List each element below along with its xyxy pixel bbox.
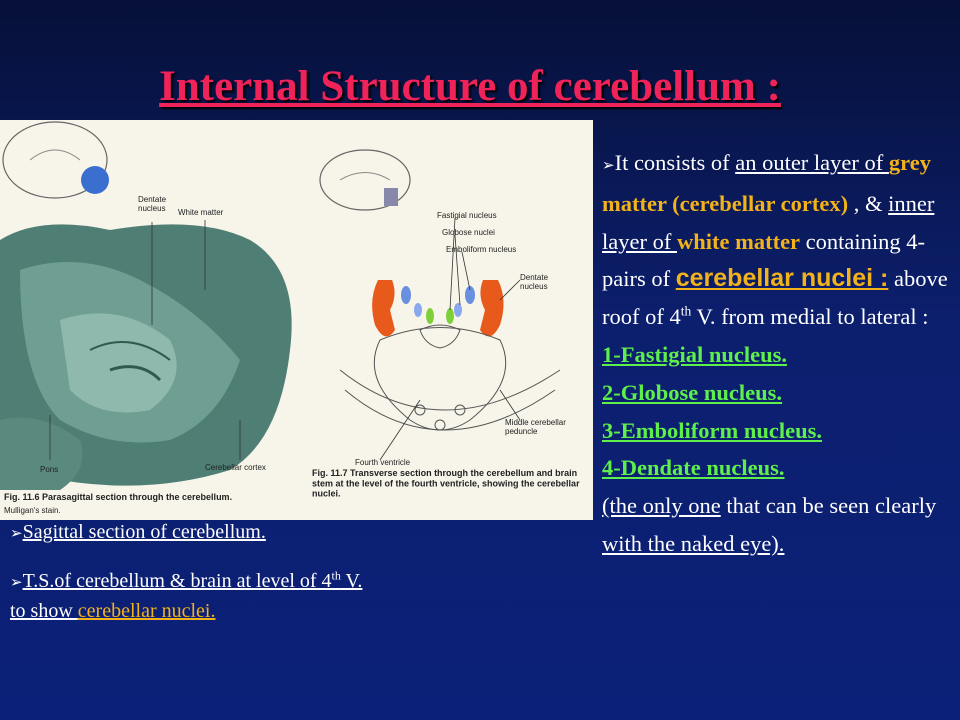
note-middle: that can be seen clearly [720,493,937,519]
arrowhead-bullet-icon: ➢ [10,573,23,591]
note-naked-eye: with the naked eye). [602,530,785,556]
caption-item-1 [10,518,480,548]
cerebellum-figure [0,120,593,520]
svg-text-line: Dentate [520,273,549,282]
transverse-section-image [320,150,560,460]
svg-text-line: stem at the level of the fourth ventricle, showing the cerebellar [312,478,580,489]
caption-ts-part-c: to show [10,600,78,622]
caption-ts-part-b: V. [340,570,363,592]
svg-text-line: nuclei. [312,488,341,499]
label-emboliform-nucleus: Emboliform nucleus [446,245,517,254]
svg-text-line: nucleus [138,204,166,214]
desc-outer-layer: an outer layer of [735,150,889,175]
label-globose-nuclei: Globose nuclei [442,228,495,237]
label-dentate-nucleus [138,195,167,213]
desc-part-j: V. from medial to lateral : [691,304,929,330]
desc-inner-layer: inner layer of [602,190,935,254]
desc-part-a: It consists of [614,150,736,175]
caption-ts-text [23,570,363,592]
desc-part-i: above roof of 4 [602,266,948,330]
label-white-matter: White matter [178,208,224,217]
desc-white-matter: white matter [676,228,801,254]
svg-text-line: Middle cerebellar [505,418,566,427]
label-fourth-ventricle: Fourth ventricle [355,458,411,467]
figure-caption-left-sub: Mulligan's stain. [4,506,61,515]
caption-item-2 [10,567,480,626]
svg-text-line: Dentate [138,195,167,204]
label-pons: Pons [40,465,59,474]
label-cerebellar-cortex: Cerebellar cortex [205,463,266,472]
svg-text-line: peduncle [505,427,538,437]
parasagittal-section-image [0,122,292,490]
note-only-one: (the only one [602,493,721,519]
figure-caption-left: Fig. 11.6 Parasagittal section through the cerebellum. [4,492,233,502]
desc-cerebellar-nuclei: cerebellar nuclei : [675,264,889,293]
nucleus-item-2: 2-Globose nucleus. [602,379,783,405]
arrowhead-bullet-icon: ➢ [10,524,23,542]
caption-sagittal-text: Sagittal section of cerebellum. [22,521,266,543]
desc-sup: th [680,303,692,319]
label-middle-cerebellar-peduncle [505,418,566,436]
svg-text-line: nucleus [520,282,548,292]
caption-ts-part-a: T.S.of cerebellum & brain at level of 4 [22,570,332,592]
description-column [602,144,952,563]
label-dentate-nucleus-right [520,273,549,291]
figure-caption-right [312,468,580,499]
caption-ts-part-d: cerebellar nuclei. [77,600,216,622]
arrowhead-bullet-icon: ➢ [602,156,615,174]
desc-part-d: , & [848,190,889,216]
label-fastigial-nucleus: Fastigial nucleus [437,211,497,220]
desc-part-g: containing 4-pairs of [602,228,926,292]
nucleus-item-4: 4-Dendate nucleus. [602,455,785,481]
desc-grey-matter: grey matter (cerebellar cortex) [602,150,931,216]
nucleus-item-1: 1-Fastigial nucleus. [602,341,788,367]
slide-title: Internal Structure of cerebellum : [159,63,781,110]
caption-ts-sup: th [331,568,341,583]
figure-caption-right-line [312,468,580,499]
nucleus-item-3: 3-Emboliform nucleus. [602,417,823,443]
svg-text-line: Fig. 11.7 Transverse section through the cerebellum and brain [312,468,578,478]
